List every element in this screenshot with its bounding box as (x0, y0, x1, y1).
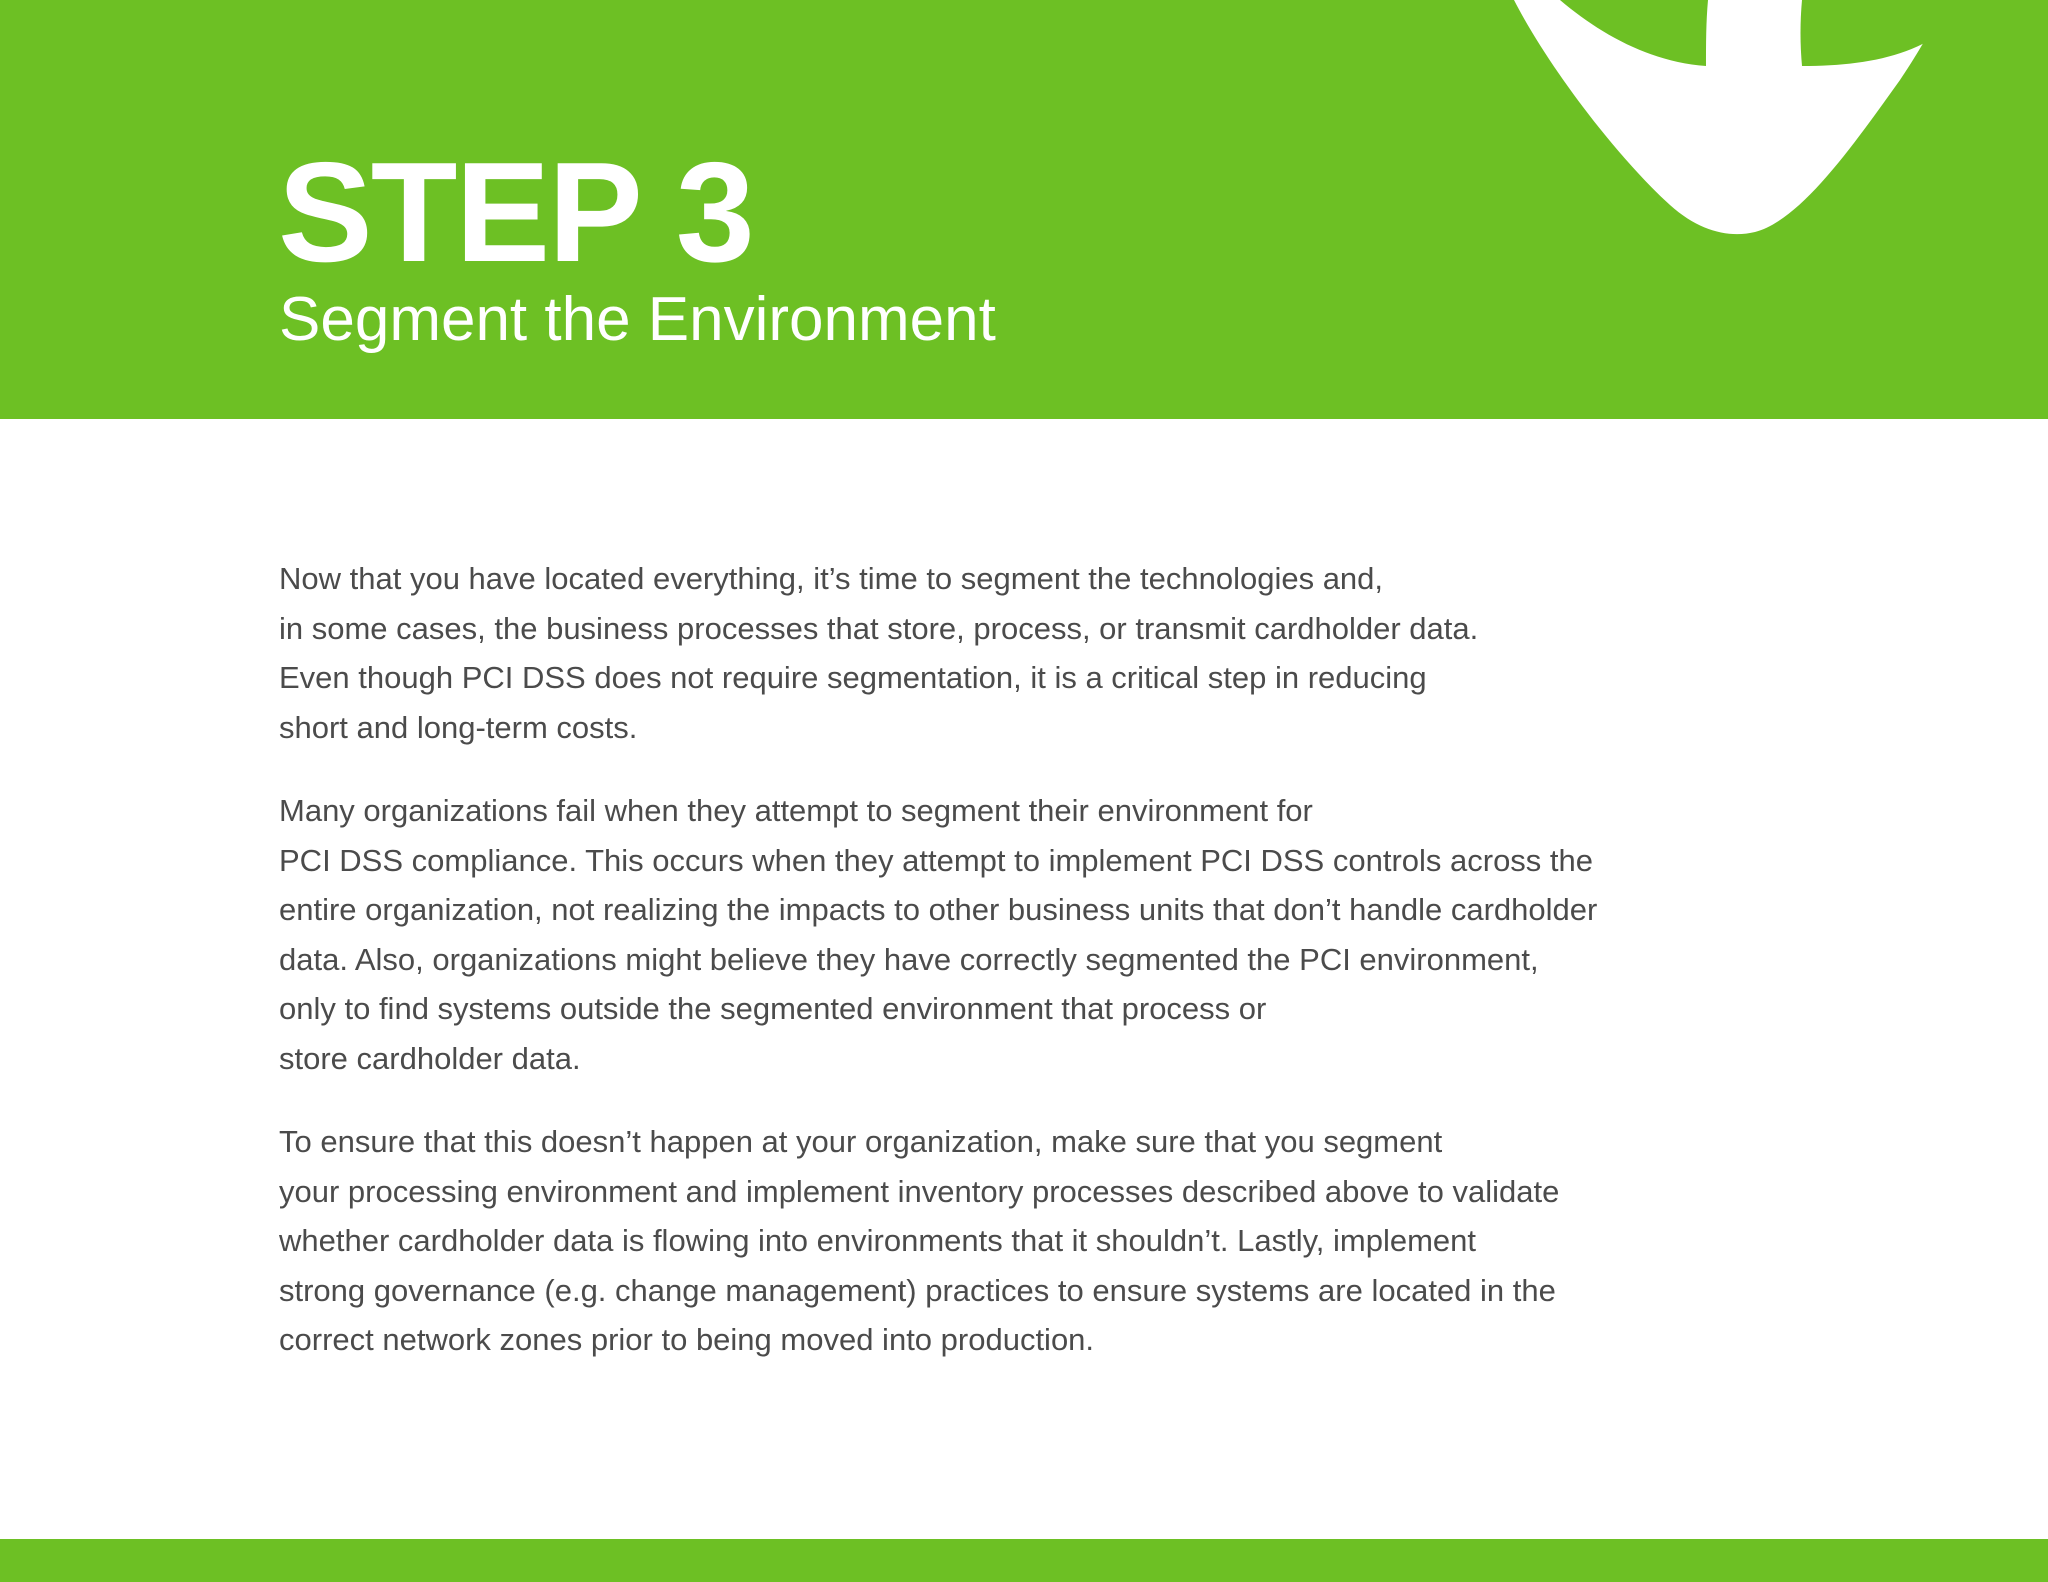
step-title: Segment the Environment (279, 285, 996, 354)
text-line: store cardholder data. (279, 1040, 581, 1076)
text-line: short and long-term costs. (279, 709, 638, 745)
text-line: entire organization, not realizing the impacts to other business units that don’t handle cardholder (279, 892, 1598, 927)
text-line: Even though PCI DSS does not require segmentation, it is a critical step in reducing (279, 660, 1427, 695)
text-line: To ensure that this doesn’t happen at your organization, make sure that you segment (279, 1124, 1443, 1159)
footer-band (0, 1539, 2048, 1582)
text-line: Now that you have located everything, it’s time to segment the technologies and, (279, 561, 1384, 596)
text-line: in some cases, the business processes that store, process, or transmit cardholder data. (279, 610, 1479, 646)
text-line: data. Also, organizations might believe they have correctly segmented the PCI environment, (279, 941, 1539, 977)
header-band (0, 0, 2048, 419)
text-line: strong governance (e.g. change management) practices to ensure systems are located in the (279, 1272, 1556, 1308)
text-line: whether cardholder data is flowing into environments that it shouldn’t. Lastly, implement (279, 1223, 1476, 1258)
paragraph (279, 1117, 1839, 1365)
text-line: only to find systems outside the segmented environment that process or (279, 991, 1267, 1026)
step-number: STEP 3 (278, 133, 753, 292)
alien-head-logo-icon (1500, 0, 1970, 240)
body-content (279, 554, 1839, 1399)
text-line: your processing environment and implement inventory processes described above to validate (279, 1173, 1560, 1209)
text-line: PCI DSS compliance. This occurs when they attempt to implement PCI DSS controls across the (279, 842, 1594, 878)
paragraph (279, 786, 1839, 1083)
text-line: correct network zones prior to being moved into production. (279, 1322, 1095, 1357)
paragraph (279, 554, 1839, 752)
text-line: Many organizations fail when they attempt to segment their environment for (279, 793, 1313, 828)
